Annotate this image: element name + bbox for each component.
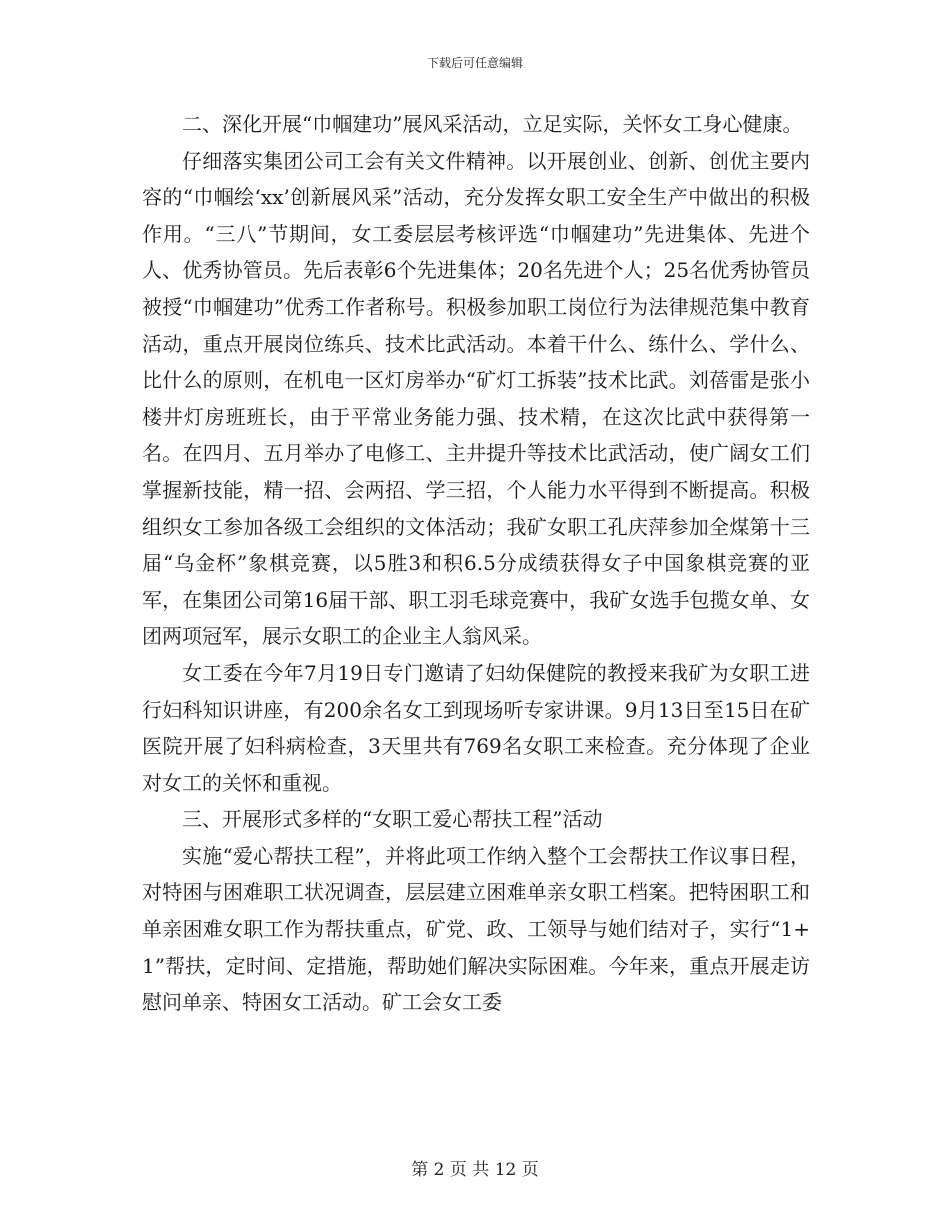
document-body (142, 106, 810, 1021)
body-paragraph: 仔细落实集团公司工会有关文件精神。以开展创业、创新、创优主要内容的“巾帼绘‘xx’创新展风采”活动，充分发挥女职工安全生产中做出的积极作用。“三八”节期间，女工委层层考核评选“巾帼建功”先进集体、先进个人、优秀协管员。先后表彰6个先进集体；20名先进个人；25名优秀协管员被授“巾帼建功”优秀工作者称号。积极参加职工岗位行为法律规范集中教育活动，重点开展岗位练兵、技术比武活动。本着干什么、练什么、学什么、比什么的原则，在机电一区灯房举办“矿灯工拆装”技术比武。刘蓓雷是张小楼井灯房班班长，由于平常业务能力强、技术精，在这次比武中获得第一名。在四月、五月举办了电修工、主井提升等技术比武活动，使广阔女工们掌握新技能，精一招、会两招、学三招，个人能力水平得到不断提高。积极组织女工参加各级工会组织的文体活动；我矿女职工孔庆萍参加全煤第十三届“乌金杯”象棋竞赛，以5胜3和积6.5分成绩获得女子中国象棋竞赛的亚军，在集团公司第16届干部、职工羽毛球竞赛中，我矿女选手包揽女单、女团两项冠军，展示女职工的企业主人翁风采。 (142, 148, 810, 649)
page-header-note: 下载后可任意编辑 (426, 56, 523, 70)
page-number-footer: 第 2 页 共 12 页 (411, 1160, 539, 1180)
body-paragraph: 女工委在今年7月19日专门邀请了妇幼保健院的教授来我矿为女职工进行妇科知识讲座，有200余名女工到现场听专家讲课。9月13日至15日在矿医院开展了妇科病检查，3天里共有769名女职工来检查。充分体现了企业对女工的关怀和重视。 (142, 660, 810, 795)
body-paragraph: 实施“爱心帮扶工程”，并将此项工作纳入整个工会帮扶工作议事日程，对特困与困难职工状况调查，层层建立困难单亲女职工档案。把特困职工和单亲困难女职工作为帮扶重点，矿党、政、工领导与她们结对子，实行“1+1”帮扶，定时间、定措施，帮助她们解决实际困难。今年来，重点开展走访慰问单亲、特困女工活动。矿工会女工委 (142, 843, 810, 1015)
section-heading-2: 二、深化开展“巾帼建功”展风采活动，立足实际，关怀女工身心健康。 (182, 112, 803, 136)
section-heading-3: 三、开展形式多样的“女职工爱心帮扶工程”活动 (182, 807, 603, 832)
